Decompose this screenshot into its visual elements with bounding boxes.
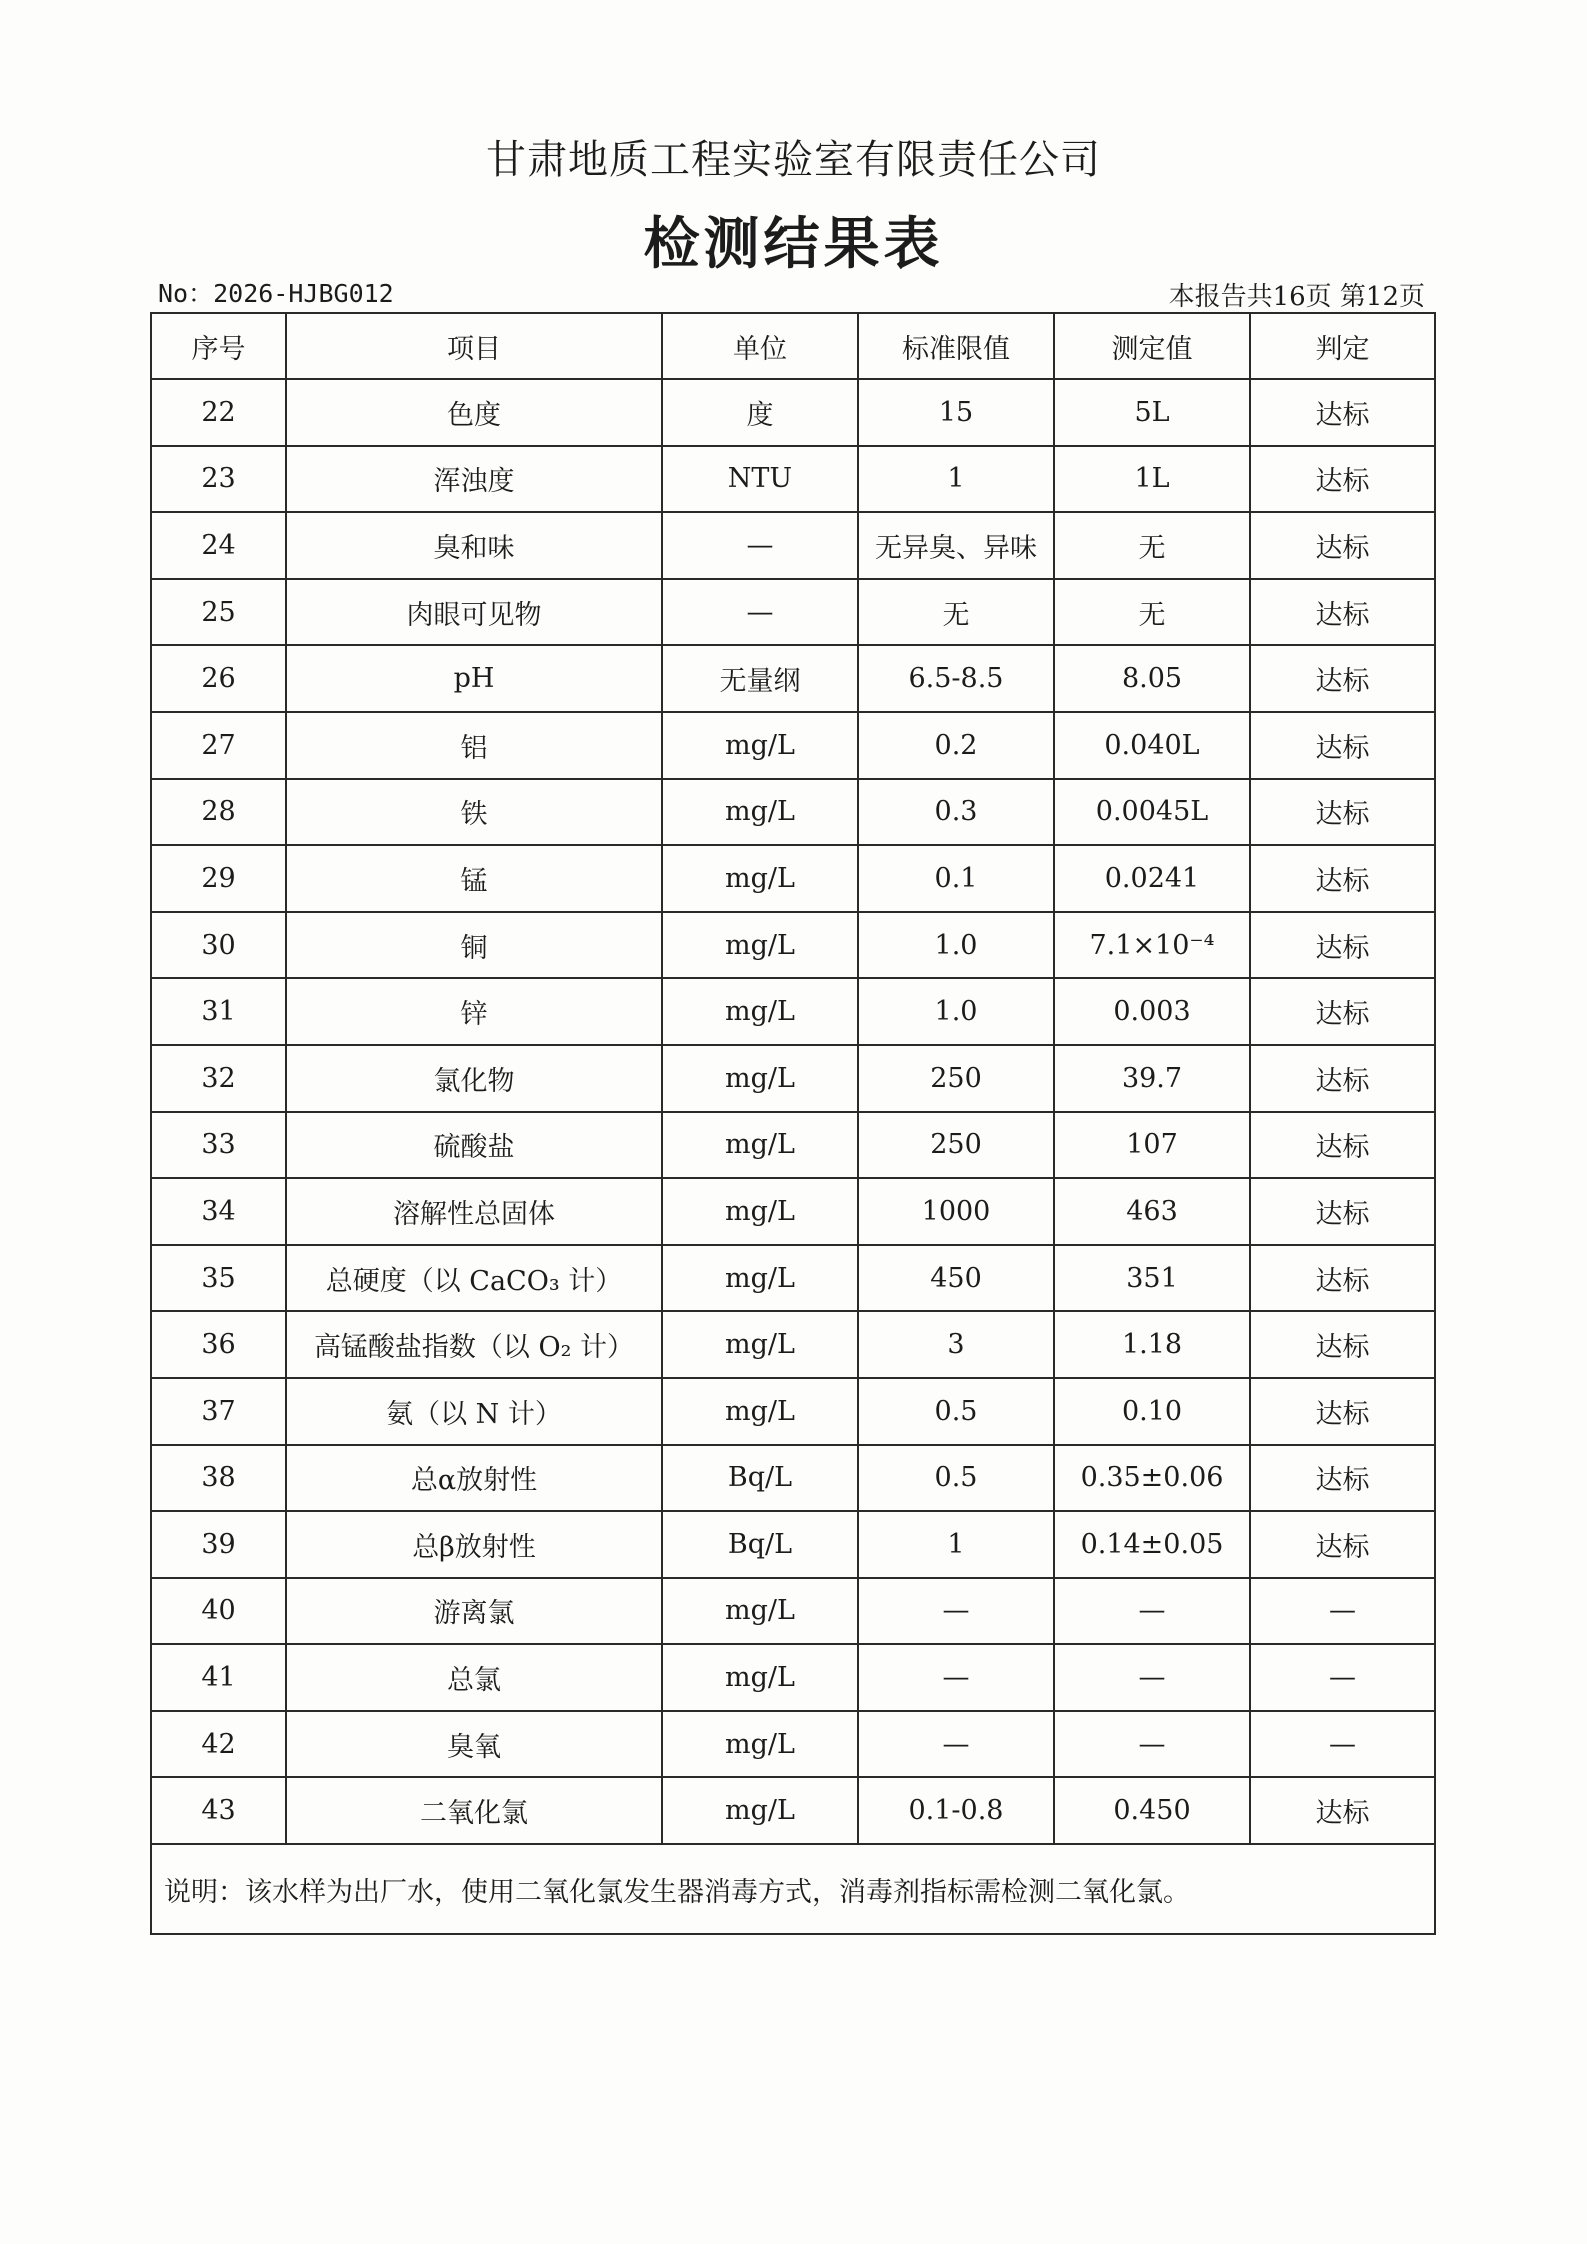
row-judgement: 达标 bbox=[1250, 978, 1435, 1045]
remark-text: 说明：该水样为出厂水，使用二氧化氯发生器消毒方式，消毒剂指标需检测二氧化氯。 bbox=[151, 1844, 1435, 1934]
row-item: 臭和味 bbox=[286, 512, 662, 579]
row-value: 1L bbox=[1054, 446, 1250, 513]
row-limit: 0.5 bbox=[858, 1445, 1054, 1512]
column-header-value: 测定值 bbox=[1054, 313, 1250, 379]
row-unit: — bbox=[662, 512, 858, 579]
row-unit: mg/L bbox=[662, 712, 858, 779]
row-number: 40 bbox=[151, 1578, 286, 1645]
row-value: 无 bbox=[1054, 512, 1250, 579]
row-item: 铁 bbox=[286, 779, 662, 846]
row-limit: 1.0 bbox=[858, 978, 1054, 1045]
report-number: No：2026-HJBG012 bbox=[158, 279, 394, 308]
row-value: 1.18 bbox=[1054, 1311, 1250, 1378]
row-judgement: 达标 bbox=[1250, 1245, 1435, 1312]
row-limit: 450 bbox=[858, 1245, 1054, 1312]
table-row bbox=[151, 1711, 1435, 1778]
row-unit: mg/L bbox=[662, 1112, 858, 1179]
table-row bbox=[151, 1777, 1435, 1844]
row-judgement: 达标 bbox=[1250, 1445, 1435, 1512]
row-judgement: 达标 bbox=[1250, 779, 1435, 846]
row-judgement: 达标 bbox=[1250, 379, 1435, 446]
row-unit: 度 bbox=[662, 379, 858, 446]
row-value: 0.14±0.05 bbox=[1054, 1511, 1250, 1578]
row-value: 0.040L bbox=[1054, 712, 1250, 779]
row-limit: 1000 bbox=[858, 1178, 1054, 1245]
company-name: 甘肃地质工程实验室有限责任公司 bbox=[486, 137, 1101, 183]
column-header-item: 项目 bbox=[286, 313, 662, 379]
row-unit: 无量纲 bbox=[662, 645, 858, 712]
row-limit: — bbox=[858, 1711, 1054, 1778]
row-item: 总硬度（以 CaCO₃ 计） bbox=[286, 1245, 662, 1312]
row-number: 33 bbox=[151, 1112, 286, 1179]
row-unit: mg/L bbox=[662, 1777, 858, 1844]
table-row bbox=[151, 978, 1435, 1045]
row-limit: 0.2 bbox=[858, 712, 1054, 779]
row-number: 26 bbox=[151, 645, 286, 712]
document-title: 检测结果表 bbox=[643, 211, 944, 277]
row-value: — bbox=[1054, 1711, 1250, 1778]
row-value: 无 bbox=[1054, 579, 1250, 646]
row-number: 38 bbox=[151, 1445, 286, 1512]
row-judgement: 达标 bbox=[1250, 845, 1435, 912]
row-number: 34 bbox=[151, 1178, 286, 1245]
row-judgement: 达标 bbox=[1250, 712, 1435, 779]
row-item: 氯化物 bbox=[286, 1045, 662, 1112]
row-judgement: — bbox=[1250, 1578, 1435, 1645]
row-judgement: 达标 bbox=[1250, 1045, 1435, 1112]
table-row bbox=[151, 1644, 1435, 1711]
row-judgement: 达标 bbox=[1250, 1511, 1435, 1578]
row-number: 41 bbox=[151, 1644, 286, 1711]
row-limit: 15 bbox=[858, 379, 1054, 446]
table-row bbox=[151, 379, 1435, 446]
row-item: 锰 bbox=[286, 845, 662, 912]
row-value: 5L bbox=[1054, 379, 1250, 446]
row-item: 浑浊度 bbox=[286, 446, 662, 513]
row-number: 31 bbox=[151, 978, 286, 1045]
row-item: 硫酸盐 bbox=[286, 1112, 662, 1179]
table-row bbox=[151, 845, 1435, 912]
row-value: — bbox=[1054, 1578, 1250, 1645]
row-judgement: 达标 bbox=[1250, 1311, 1435, 1378]
table-row bbox=[151, 712, 1435, 779]
row-judgement: 达标 bbox=[1250, 912, 1435, 979]
row-number: 36 bbox=[151, 1311, 286, 1378]
table-row bbox=[151, 1112, 1435, 1179]
row-item: 游离氯 bbox=[286, 1578, 662, 1645]
row-item: 肉眼可见物 bbox=[286, 579, 662, 646]
table-row bbox=[151, 512, 1435, 579]
row-unit: mg/L bbox=[662, 845, 858, 912]
row-value: 0.450 bbox=[1054, 1777, 1250, 1844]
row-judgement: — bbox=[1250, 1711, 1435, 1778]
row-unit: mg/L bbox=[662, 1378, 858, 1445]
row-number: 24 bbox=[151, 512, 286, 579]
row-unit: mg/L bbox=[662, 978, 858, 1045]
row-item: 臭氧 bbox=[286, 1711, 662, 1778]
table-row bbox=[151, 1245, 1435, 1312]
row-number: 29 bbox=[151, 845, 286, 912]
table-row bbox=[151, 1378, 1435, 1445]
row-value: 0.35±0.06 bbox=[1054, 1445, 1250, 1512]
row-limit: 0.1-0.8 bbox=[858, 1777, 1054, 1844]
row-limit: 1 bbox=[858, 1511, 1054, 1578]
column-header-judgement: 判定 bbox=[1250, 313, 1435, 379]
row-unit: NTU bbox=[662, 446, 858, 513]
row-value: 107 bbox=[1054, 1112, 1250, 1179]
row-item: 铜 bbox=[286, 912, 662, 979]
remark-row bbox=[151, 1844, 1435, 1934]
row-value: 351 bbox=[1054, 1245, 1250, 1312]
row-limit: — bbox=[858, 1644, 1054, 1711]
page-info: 本报告共16页 第12页 bbox=[1168, 282, 1425, 312]
row-value: 0.10 bbox=[1054, 1378, 1250, 1445]
table-row bbox=[151, 912, 1435, 979]
column-header-no: 序号 bbox=[151, 313, 286, 379]
row-judgement: 达标 bbox=[1250, 512, 1435, 579]
row-unit: mg/L bbox=[662, 1311, 858, 1378]
row-judgement: 达标 bbox=[1250, 1178, 1435, 1245]
row-item: 溶解性总固体 bbox=[286, 1178, 662, 1245]
row-unit: mg/L bbox=[662, 1711, 858, 1778]
row-value: 8.05 bbox=[1054, 645, 1250, 712]
table-header-row bbox=[151, 313, 1435, 379]
row-value: 0.003 bbox=[1054, 978, 1250, 1045]
row-judgement: 达标 bbox=[1250, 579, 1435, 646]
row-unit: mg/L bbox=[662, 1245, 858, 1312]
row-limit: 3 bbox=[858, 1311, 1054, 1378]
column-header-limit: 标准限值 bbox=[858, 313, 1054, 379]
row-unit: mg/L bbox=[662, 1578, 858, 1645]
row-item: 二氧化氯 bbox=[286, 1777, 662, 1844]
row-judgement: 达标 bbox=[1250, 1777, 1435, 1844]
row-limit: 250 bbox=[858, 1112, 1054, 1179]
row-judgement: 达标 bbox=[1250, 1112, 1435, 1179]
row-number: 42 bbox=[151, 1711, 286, 1778]
row-unit: Bq/L bbox=[662, 1511, 858, 1578]
row-limit: 0.3 bbox=[858, 779, 1054, 846]
row-limit: 1.0 bbox=[858, 912, 1054, 979]
row-number: 27 bbox=[151, 712, 286, 779]
row-number: 28 bbox=[151, 779, 286, 846]
row-item: 总β放射性 bbox=[286, 1511, 662, 1578]
row-judgement: — bbox=[1250, 1644, 1435, 1711]
row-unit: mg/L bbox=[662, 779, 858, 846]
row-item: pH bbox=[286, 645, 662, 712]
results-table bbox=[150, 312, 1436, 1935]
row-number: 30 bbox=[151, 912, 286, 979]
row-limit: 0.1 bbox=[858, 845, 1054, 912]
row-item: 铝 bbox=[286, 712, 662, 779]
row-limit: 1 bbox=[858, 446, 1054, 513]
row-number: 37 bbox=[151, 1378, 286, 1445]
table-row bbox=[151, 579, 1435, 646]
row-value: 0.0241 bbox=[1054, 845, 1250, 912]
table-row bbox=[151, 1511, 1435, 1578]
row-item: 锌 bbox=[286, 978, 662, 1045]
table-row bbox=[151, 1578, 1435, 1645]
row-unit: Bq/L bbox=[662, 1445, 858, 1512]
row-number: 22 bbox=[151, 379, 286, 446]
row-unit: mg/L bbox=[662, 1178, 858, 1245]
row-value: 0.0045L bbox=[1054, 779, 1250, 846]
row-limit: 无 bbox=[858, 579, 1054, 646]
table-row bbox=[151, 1311, 1435, 1378]
row-unit: mg/L bbox=[662, 912, 858, 979]
table-row bbox=[151, 779, 1435, 846]
row-item: 总氯 bbox=[286, 1644, 662, 1711]
row-limit: 0.5 bbox=[858, 1378, 1054, 1445]
row-value: — bbox=[1054, 1644, 1250, 1711]
row-number: 39 bbox=[151, 1511, 286, 1578]
row-item: 总α放射性 bbox=[286, 1445, 662, 1512]
row-limit: 250 bbox=[858, 1045, 1054, 1112]
table-row bbox=[151, 446, 1435, 513]
table-row bbox=[151, 645, 1435, 712]
row-judgement: 达标 bbox=[1250, 1378, 1435, 1445]
row-judgement: 达标 bbox=[1250, 446, 1435, 513]
row-number: 23 bbox=[151, 446, 286, 513]
table-row bbox=[151, 1178, 1435, 1245]
row-judgement: 达标 bbox=[1250, 645, 1435, 712]
row-unit: mg/L bbox=[662, 1045, 858, 1112]
row-value: 39.7 bbox=[1054, 1045, 1250, 1112]
row-limit: 6.5-8.5 bbox=[858, 645, 1054, 712]
table-row bbox=[151, 1445, 1435, 1512]
row-number: 43 bbox=[151, 1777, 286, 1844]
row-value: 463 bbox=[1054, 1178, 1250, 1245]
row-number: 25 bbox=[151, 579, 286, 646]
row-limit: 无异臭、异味 bbox=[858, 512, 1054, 579]
row-item: 色度 bbox=[286, 379, 662, 446]
row-number: 32 bbox=[151, 1045, 286, 1112]
row-unit: mg/L bbox=[662, 1644, 858, 1711]
row-unit: — bbox=[662, 579, 858, 646]
column-header-unit: 单位 bbox=[662, 313, 858, 379]
row-limit: — bbox=[858, 1578, 1054, 1645]
row-value: 7.1×10⁻⁴ bbox=[1054, 912, 1250, 979]
table-row bbox=[151, 1045, 1435, 1112]
row-item: 高锰酸盐指数（以 O₂ 计） bbox=[286, 1311, 662, 1378]
row-number: 35 bbox=[151, 1245, 286, 1312]
row-item: 氨（以 N 计） bbox=[286, 1378, 662, 1445]
